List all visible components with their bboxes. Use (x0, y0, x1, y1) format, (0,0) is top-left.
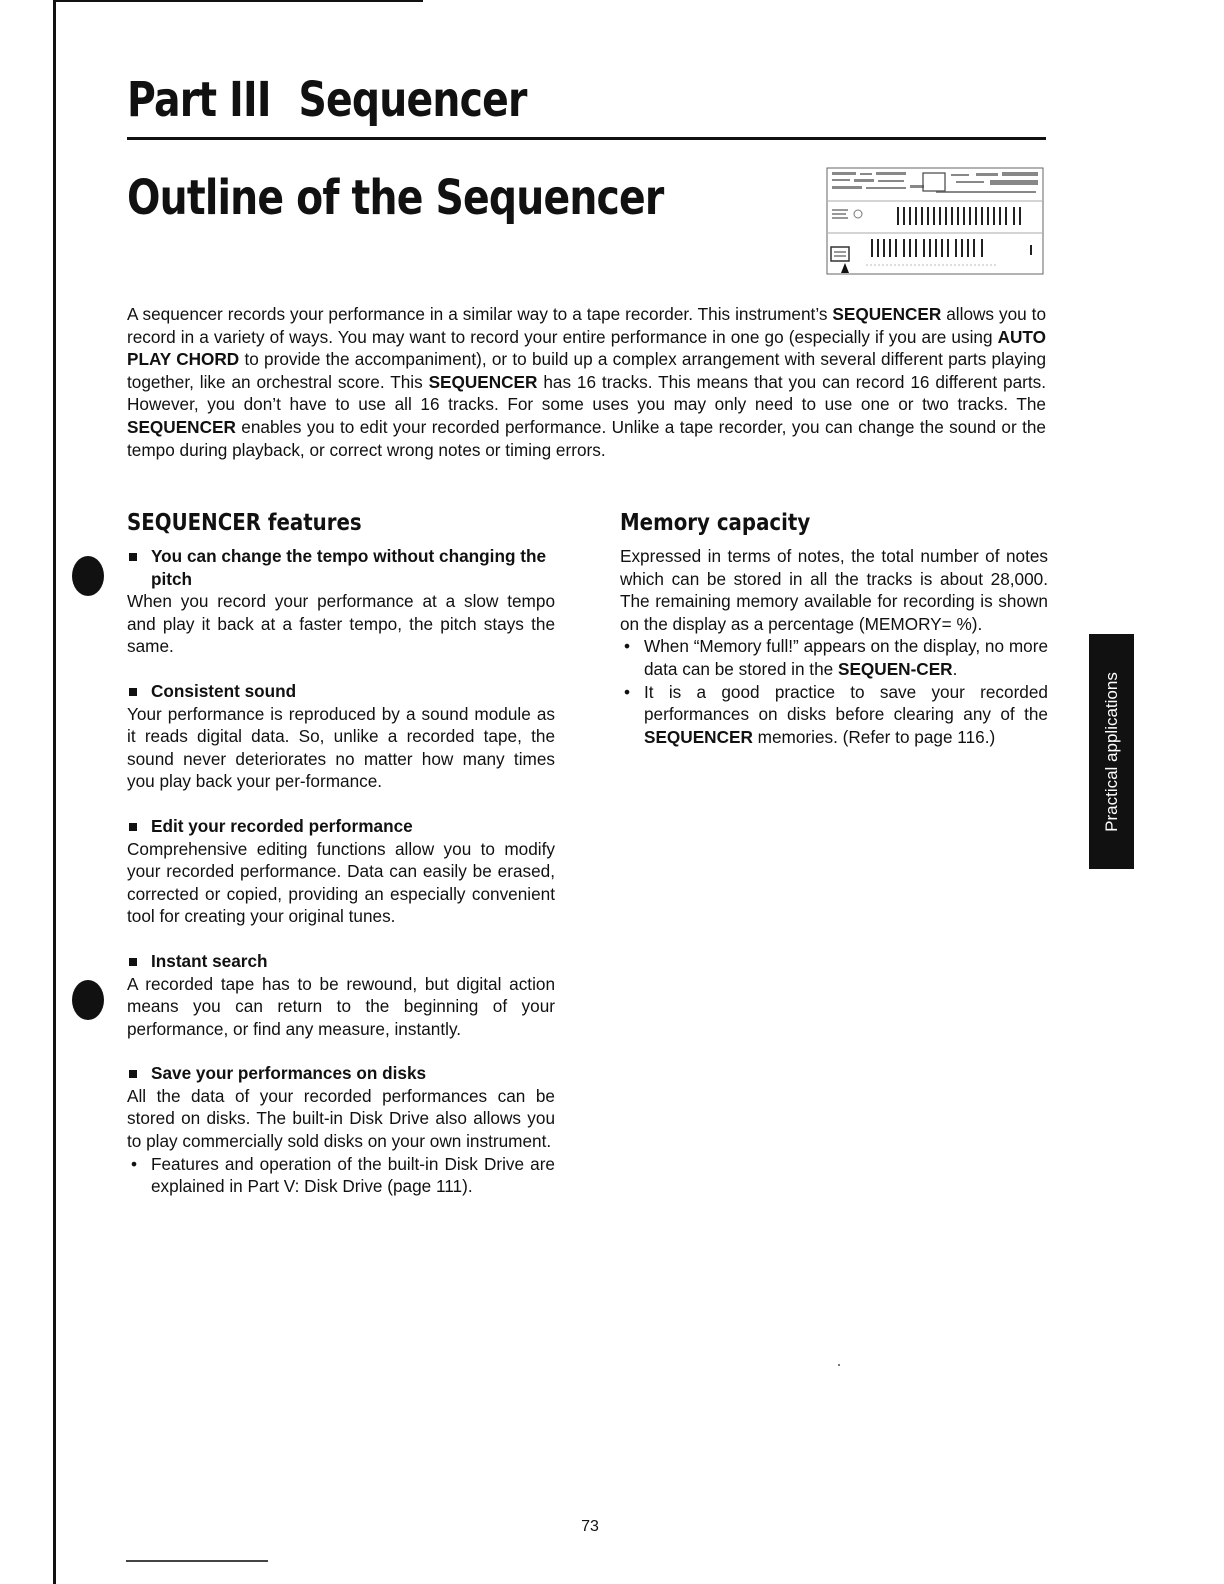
feature-heading: Edit your recorded performance (127, 815, 555, 838)
feature-heading: Save your performances on disks (127, 1062, 555, 1085)
scan-edge-bottom (126, 1560, 268, 1562)
feature-item (127, 680, 555, 793)
bullet-dot-icon: • (131, 1153, 138, 1174)
section-side-tab (1089, 634, 1134, 869)
square-bullet-icon (129, 958, 137, 966)
memory-column (620, 510, 1048, 748)
feature-body: All the data of your recorded performances can be stored on disks. The built-in Disk Drive also allows you to play commercially sold disks on your own instrument. (127, 1085, 555, 1152)
bullet-dot-icon: • (624, 636, 631, 657)
feature-heading: Consistent sound (127, 680, 555, 703)
scan-speck (838, 1364, 840, 1366)
part-name: Sequencer (298, 72, 527, 128)
feature-item (127, 950, 555, 1040)
memory-body: Expressed in terms of notes, the total number of notes which can be stored in all the tracks is about 28,000. The remaining memory available for recording is shown on the display as a percentage (MEMORY= %). (620, 546, 1048, 634)
memory-title: Memory capacity (620, 510, 811, 536)
feature-body: Your performance is reproduced by a sound module as it reads digital data. So, unlike a recorded tape, the sound never deteriorates no matter how many times you play back your per-formance. (127, 703, 555, 792)
square-bullet-icon (129, 823, 137, 831)
square-bullet-icon (129, 553, 137, 561)
feature-body: Comprehensive editing functions allow you to modify your recorded performance. Data can easily be erased, corrected or copied, providing an especially convenient tool for creating your original tunes. (127, 838, 555, 927)
title-rule (127, 137, 1046, 140)
control-panel-illustration (826, 167, 1044, 275)
intro-paragraph: A sequencer records your performance in a similar way to a tape recorder. This instrument’s SEQUENCER allows you to record in a variety of ways. You may want to record your entire performance in one go (especially if you are using AUTO PLAY CHORD to provide the accompaniment), or to build up a complex arrangement with several different parts playing together, like an orchestral score. This SEQUENCER has 16 tracks. This means that you can record 16 different parts. However, you don’t have to use all 16 tracks. For some uses you may only need to use one or two tracks. The SEQUENCER enables you to edit your recorded performance. Unlike a tape recorder, you can change the sound or the tempo during playback, or correct wrong notes or timing errors. (127, 304, 1047, 460)
part-title (127, 72, 527, 128)
feature-item (127, 545, 555, 658)
features-column (127, 510, 555, 1220)
feature-body: When you record your performance at a slow tempo and play it back at a faster tempo, the pitch stays the same. (127, 591, 555, 657)
bullet-dot-icon: • (624, 681, 631, 702)
scan-edge-left (53, 0, 56, 1584)
feature-heading: Instant search (127, 950, 555, 973)
side-tab-label: Practical applications (1101, 671, 1121, 832)
square-bullet-icon (129, 1070, 137, 1078)
memory-note: • When “Memory full!” appears on the display, no more data can be stored in the SEQUEN-CER. (624, 636, 1048, 679)
feature-heading: You can change the tempo without changing the pitch (127, 545, 555, 590)
feature-item (127, 815, 555, 928)
square-bullet-icon (129, 688, 137, 696)
feature-body: A recorded tape has to be rewound, but digital action means you can return to the beginning of your performance, or find any measure, instantly. (127, 973, 555, 1039)
feature-note: • Features and operation of the built-in Disk Drive are explained in Part V: Disk Drive (page 111). (131, 1153, 555, 1197)
features-title: SEQUENCER features (127, 510, 362, 536)
binder-hole (72, 556, 104, 596)
page-number: 73 (581, 1518, 599, 1535)
memory-note: • It is a good practice to save your recorded performances on disks before clearing any of the SEQUENCER memories. (Refer to page 116.) (624, 681, 1048, 747)
section-title: Outline of the Sequencer (127, 170, 664, 226)
binder-hole (72, 980, 104, 1020)
part-label: Part III (127, 72, 271, 128)
feature-item (127, 1062, 555, 1198)
scan-edge-top (53, 0, 423, 2)
